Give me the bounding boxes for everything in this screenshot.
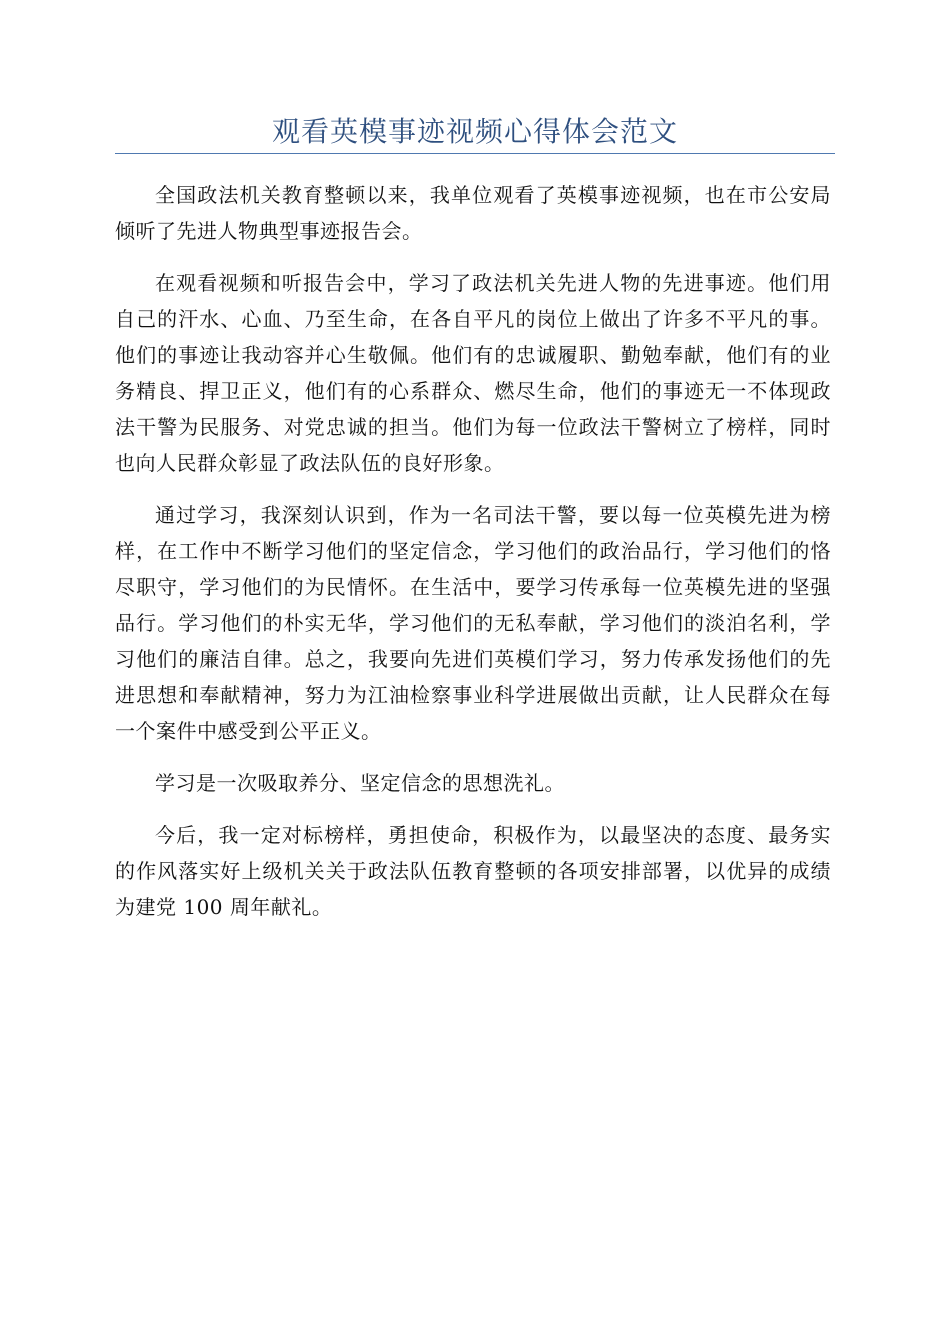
- paragraph-5: 今后，我一定对标榜样，勇担使命，积极作为，以最坚决的态度、最务实的作风落实好上级机关关于政法队伍教育整顿的各项安排部署，以优异的成绩为建党 100 周年献礼。: [115, 823, 831, 919]
- document-title: 观看英模事迹视频心得体会范文: [271, 115, 678, 148]
- paragraph-1: 全国政法机关教育整顿以来，我单位观看了英模事迹视频，也在市公安局倾听了先进人物典型事迹报告会。: [115, 183, 831, 243]
- paragraph-4: 学习是一次吸取养分、坚定信念的思想洗礼。: [155, 771, 565, 795]
- title-underline: [115, 153, 835, 154]
- paragraph-2: 在观看视频和听报告会中，学习了政法机关先进人物的先进事迹。他们用自己的汗水、心血、乃至生命，在各自平凡的岗位上做出了许多不平凡的事。他们的事迹让我动容并心生敬佩。他们有的忠诚履职、勤勉奉献，他们有的业务精良、捍卫正义，他们有的心系群众、燃尽生命，他们的事迹无一不体现政法干警为民服务、对党忠诚的担当。他们为每一位政法干警树立了榜样，同时也向人民群众彰显了政法队伍的良好形象。: [115, 271, 831, 475]
- paragraph-3: 通过学习，我深刻认识到，作为一名司法干警，要以每一位英模先进为榜样，在工作中不断学习他们的坚定信念，学习他们的政治品行，学习他们的恪尽职守，学习他们的为民情怀。在生活中，要学习传承每一位英模先进的坚强品行。学习他们的朴实无华，学习他们的无私奉献，学习他们的淡泊名利，学习他们的廉洁自律。总之，我要向先进们英模们学习，努力传承发扬他们的先进思想和奉献精神，努力为江油检察事业科学进展做出贡献，让人民群众在每一个案件中感受到公平正义。: [115, 503, 831, 743]
- document-body: [115, 177, 831, 941]
